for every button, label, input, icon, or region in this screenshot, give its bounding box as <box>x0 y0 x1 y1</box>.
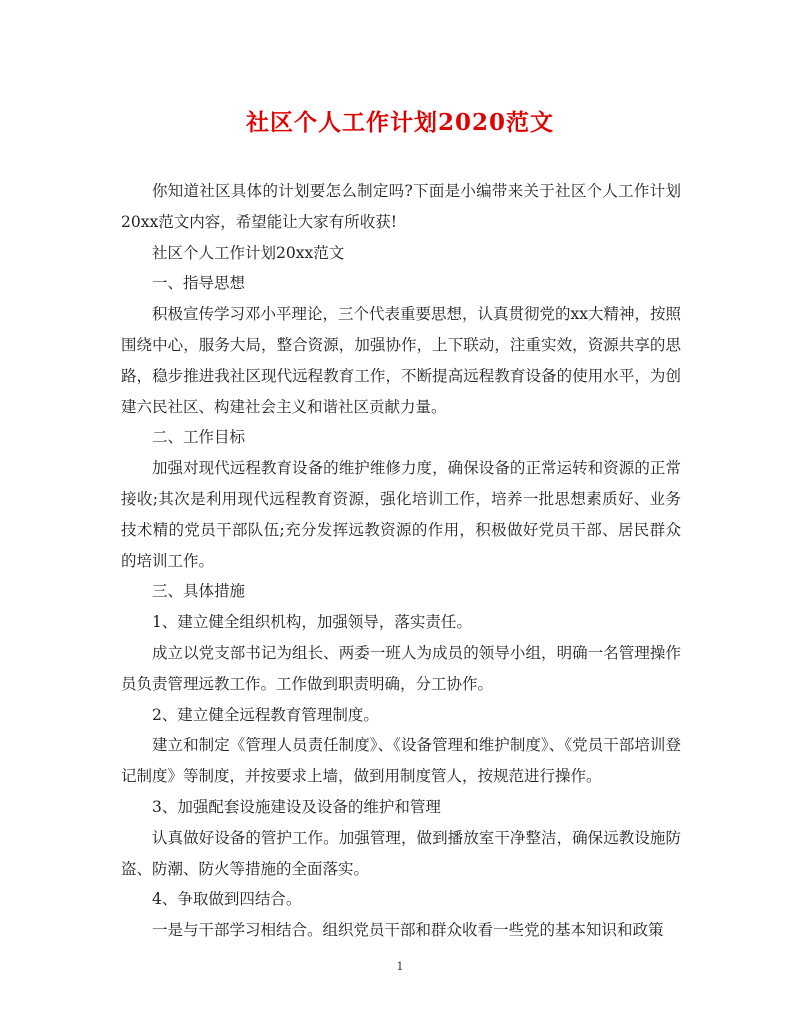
measure-2-paragraph: 建立和制定《管理人员责任制度》、《设备管理和维护制度》、《党员干部培训登记制度》等制度，并按要求上墙，做到用制度管人，按规范进行操作。 <box>121 736 681 786</box>
guiding-thought-paragraph: 积极宣传学习邓小平理论，三个代表重要思想，认真贯彻党的xx大精神，按照围绕中心，服务大局，整合资源，加强协作，上下联动，注重实效，资源共享的思路，稳步推进我社区现代远程教育工作，不断提高远程教育设备的使用水平，为创建六民社区、构建社会主义和谐社区贡献力量。 <box>121 305 681 416</box>
document-title: 社区个人工作计划2020范文 <box>245 109 554 136</box>
measure-4-heading: 4、争取做到四结合。 <box>152 890 302 909</box>
work-goals-paragraph: 加强对现代远程教育设备的维护维修力度，确保设备的正常运转和资源的正常接收;其次是利用现代远程教育资源，强化培训工作，培养一批思想素质好、业务技术精的党员干部队伍;充分发挥远教资源的作用，积极做好党员干部、居民群众的培训工作。 <box>121 459 681 570</box>
measure-4-paragraph: 一是与干部学习相结合。组织党员干部和群众收看一些党的基本知识和政策 <box>152 921 664 940</box>
measure-3-paragraph: 认真做好设备的管护工作。加强管理，做到播放室干净整洁，确保远教设施防盗、防潮、防火等措施的全面落实。 <box>121 828 681 878</box>
document-body <box>121 176 681 946</box>
subtitle-paragraph: 社区个人工作计划20xx范文 <box>152 243 345 262</box>
page-number: 1 <box>396 960 404 973</box>
measure-3-heading: 3、加强配套设施建设及设备的维护和管理 <box>152 797 441 816</box>
section-heading-work-goals: 二、工作目标 <box>152 428 246 447</box>
measure-1-paragraph: 成立以党支部书记为组长、两委一班人为成员的领导小组，明确一名管理操作员负责管理远教工作。工作做到职责明确，分工协作。 <box>121 643 681 693</box>
measure-2-heading: 2、建立健全远程教育管理制度。 <box>152 705 379 724</box>
intro-paragraph: 你知道社区具体的计划要怎么制定吗?下面是小编带来关于社区个人工作计划20xx范文内容，希望能让大家有所收获! <box>121 182 681 231</box>
section-heading-measures: 三、具体措施 <box>152 582 246 601</box>
measure-1-heading: 1、建立健全组织机构，加强领导，落实责任。 <box>152 613 472 632</box>
section-heading-guiding-thought: 一、指导思想 <box>152 274 246 293</box>
